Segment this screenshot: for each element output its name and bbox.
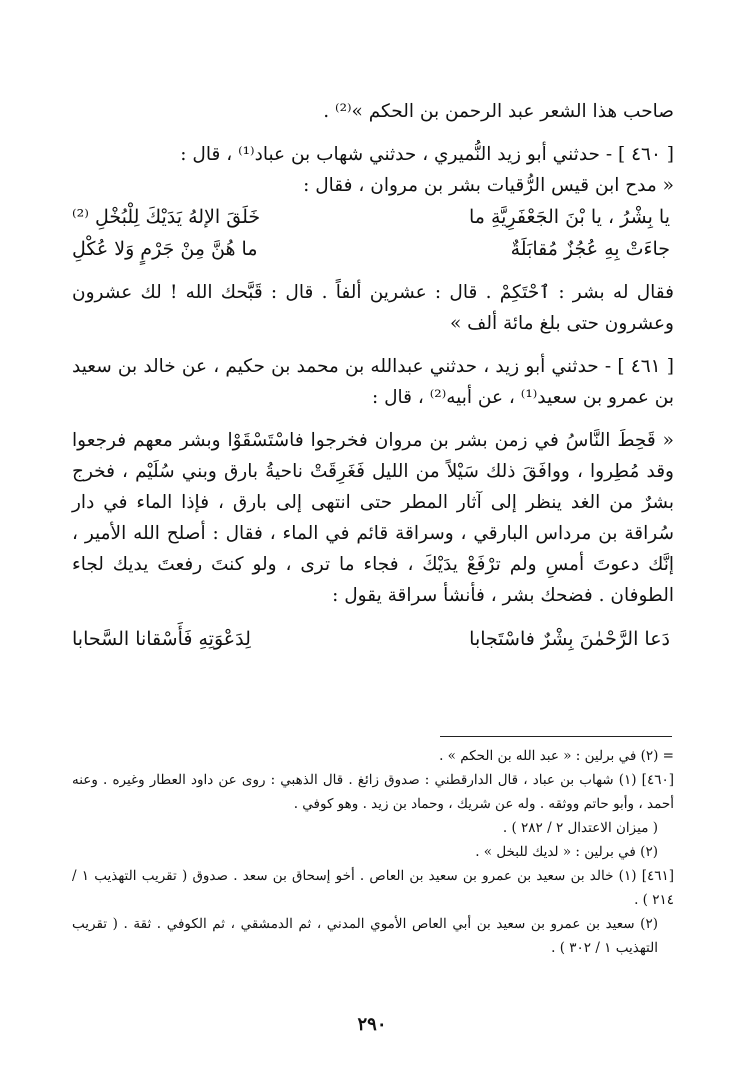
hadith-460-conclusion: فقال له بشر : ٱحْتَكِمْ . قال : عشرين ألفاً . قال : قَبَّحك الله ! لك عشرون وعشرون حتى بلغ مائة ألف » (72, 282, 674, 334)
verse-2-second-hemistich: ما هُنَّ مِنْ جَرْمٍ وَلا عُكْلِ (72, 238, 258, 260)
verse-3-second-hemistich: لِدَعْوَتِهِ فَأَسْقانا السَّحابا (72, 628, 251, 650)
footnote-6: (٢) سعيد بن عمرو بن سعيد بن أبي العاص الأموي المدني ، ثم الدمشقي ، ثم الكوفي . ثقة . ( تقريب التهذيب ١ / ٣٠٢ ) . (72, 916, 658, 956)
verse-line-2 (72, 233, 674, 265)
page-number: ٢٩٠ (357, 1014, 387, 1035)
verse-3-first-hemistich: دَعا الرَّحْمٰنَ بِشْرٌ فاسْتَجابا (469, 628, 670, 650)
footnote-5: [٤٦١] (١) خالد بن سعيد بن عمرو بن سعيد بن العاص . أخو إسحاق بن سعد . صدوق ( تقريب التهذيب ١ / ٢١٤ ) . (72, 868, 675, 908)
verse-1-second-hemistich: خَلَقَ الإلهُ يَدَيْكَ لِلْبُخْلِ ⁽²⁾ (72, 206, 261, 228)
hadith-461-isnad: [ ٤٦١ ] - حدثني أبو زيد ، حدثني عبدالله بن محمد بن حكيم ، عن خالد بن سعيد بن عمرو بن سعيد⁽¹⁾ ، عن أبيه⁽²⁾ ، قال : (72, 356, 675, 408)
hadith-460-intro: « مدح ابن قيس الرُّقيات بشر بن مروان ، فقال : (303, 175, 674, 196)
verse-2-first-hemistich: جاءَتْ بِهِ عُجُزٌ مُقابَلَةٌ (510, 238, 670, 260)
verse-1-first-hemistich: يا بِشْرُ ، يا بْنَ الجَعْفَرِيَّةِ ما (468, 206, 670, 228)
footnotes (72, 744, 674, 960)
hadith-460-isnad: [ ٤٦٠ ] - حدثني أبو زيد النُّميري ، حدثني شهاب بن عباد⁽¹⁾ ، قال : (180, 144, 674, 165)
hadith-461-text: « قَحِطَ النَّاسُ في زمن بشر بن مروان فخرجوا فاسْتَسْقَوْا وبشر معهم فرجعوا وقد مُطِروا ، ووافَقَ ذلك سَيْلاً من الليل فَغَرِقَتْ ناحيةُ بارق وبني سُلَيْم ، فخرج بشرٌ من الغد ينظر إلى آثار المطر حتى انتهى إلى بارق ، فإذا الماء في دار سُراقة بن مرداس البارقي ، وسراقة قائم في الماء ، فقال : أصلح الله الأمير ، إنَّك دعوتَ أمسِ ولم ترْفَعْ يدَيْكَ ، فجاء ما ترى ، ولو كنتَ رفعتَ يديك لجاء الطوفان . فضحك بشر ، فأنشأ سراقة يقول : (72, 430, 674, 606)
verse-line-3 (72, 623, 674, 655)
main-text (72, 96, 674, 655)
footnote-4: (٢) في برلين : « لديك للبخل » . (475, 844, 658, 860)
verse-line-1 (72, 201, 674, 233)
paragraph-1: صاحب هذا الشعر عبد الرحمن بن الحكم »⁽²⁾ . (323, 101, 674, 122)
footnote-2: [٤٦٠] (١) شهاب بن عباد ، قال الدارقطني : صدوق زائغ . قال الذهبي : روى عن داود العطار وغيره . وعنه أحمد ، وأبو حاتم ووثقه . وله عن شريك ، وحماد بن زيد . وهو كوفي . (72, 772, 674, 812)
footnote-divider (440, 736, 672, 737)
footnote-1: = (٢) في برلين : « عبد الله بن الحكم » . (439, 748, 674, 764)
footnote-3: ( ميزان الاعتدال ٢ / ٢٨٢ ) . (502, 820, 658, 836)
